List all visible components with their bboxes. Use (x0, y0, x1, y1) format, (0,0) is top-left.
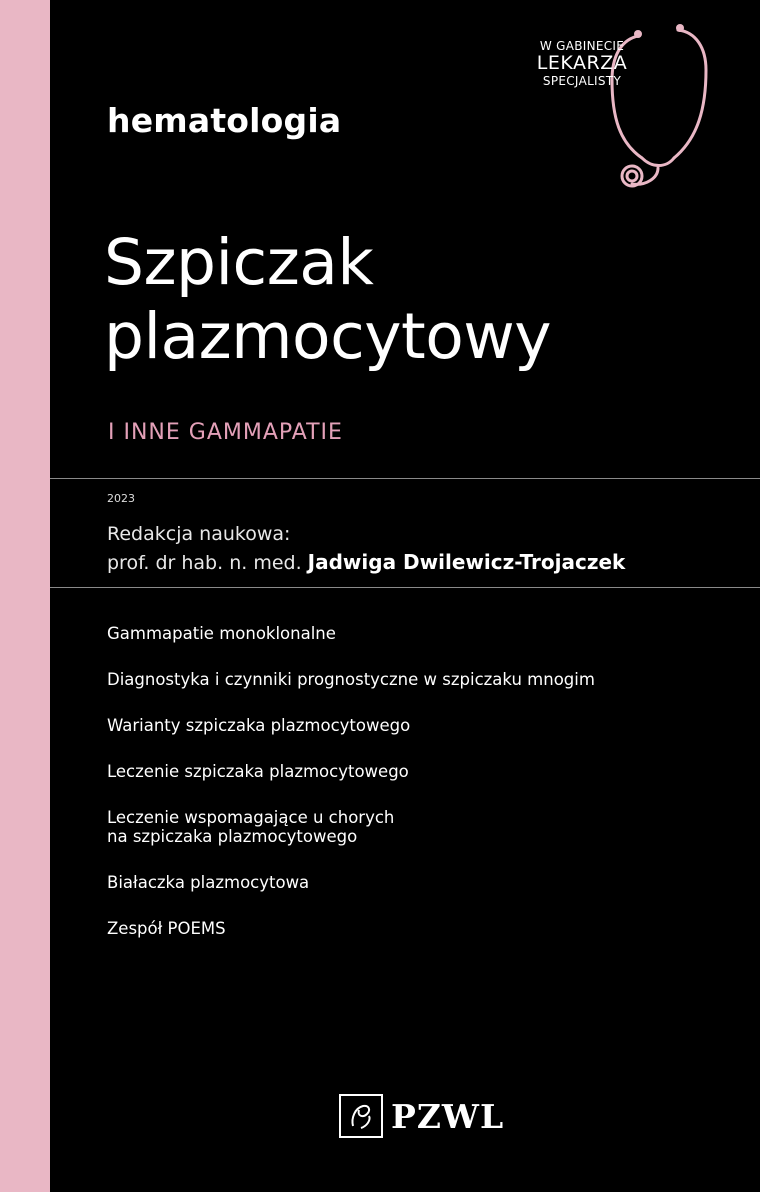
divider-bottom (50, 587, 760, 588)
book-subtitle: I INNE GAMMAPATIE (108, 420, 343, 445)
editor-label: Redakcja naukowa: (107, 523, 291, 545)
editor-line (107, 550, 625, 574)
publisher-logo-icon (339, 1094, 383, 1138)
title-line-1: Szpiczak (104, 226, 374, 299)
toc-item: Warianty szpiczaka plazmocytowego (107, 716, 411, 735)
toc-item: Leczenie szpiczaka plazmocytowego (107, 762, 409, 781)
toc-item: Leczenie wspomagające u chorych na szpiczaka plazmocytowego (107, 808, 395, 846)
series-logo (520, 18, 740, 198)
toc-item: Gammapatie monoklonalne (107, 624, 336, 643)
logo-line-2: LEKARZA (536, 52, 628, 74)
title-line-2: plazmocytowy (104, 300, 552, 373)
series-label: hematologia (107, 101, 342, 140)
logo-line-1: W GABINECIE (539, 39, 625, 53)
editor-name: Jadwiga Dwilewicz-Trojaczek (307, 550, 626, 574)
publisher-logo (339, 1094, 504, 1138)
table-of-contents (107, 624, 727, 965)
editor-prefix: prof. dr hab. n. med. (107, 552, 302, 574)
divider-top (50, 478, 760, 479)
publisher-name: PZWL (391, 1096, 505, 1136)
logo-line-3: SPECJALISTY (542, 74, 622, 88)
toc-item: Zespół POEMS (107, 919, 226, 938)
toc-item: Diagnostyka i czynniki prognostyczne w szpiczaku mnogim (107, 670, 595, 689)
cover-spine-strip (0, 0, 50, 1192)
toc-item: Białaczka plazmocytowa (107, 873, 310, 892)
book-title (104, 226, 551, 374)
publication-year: 2023 (107, 492, 135, 505)
